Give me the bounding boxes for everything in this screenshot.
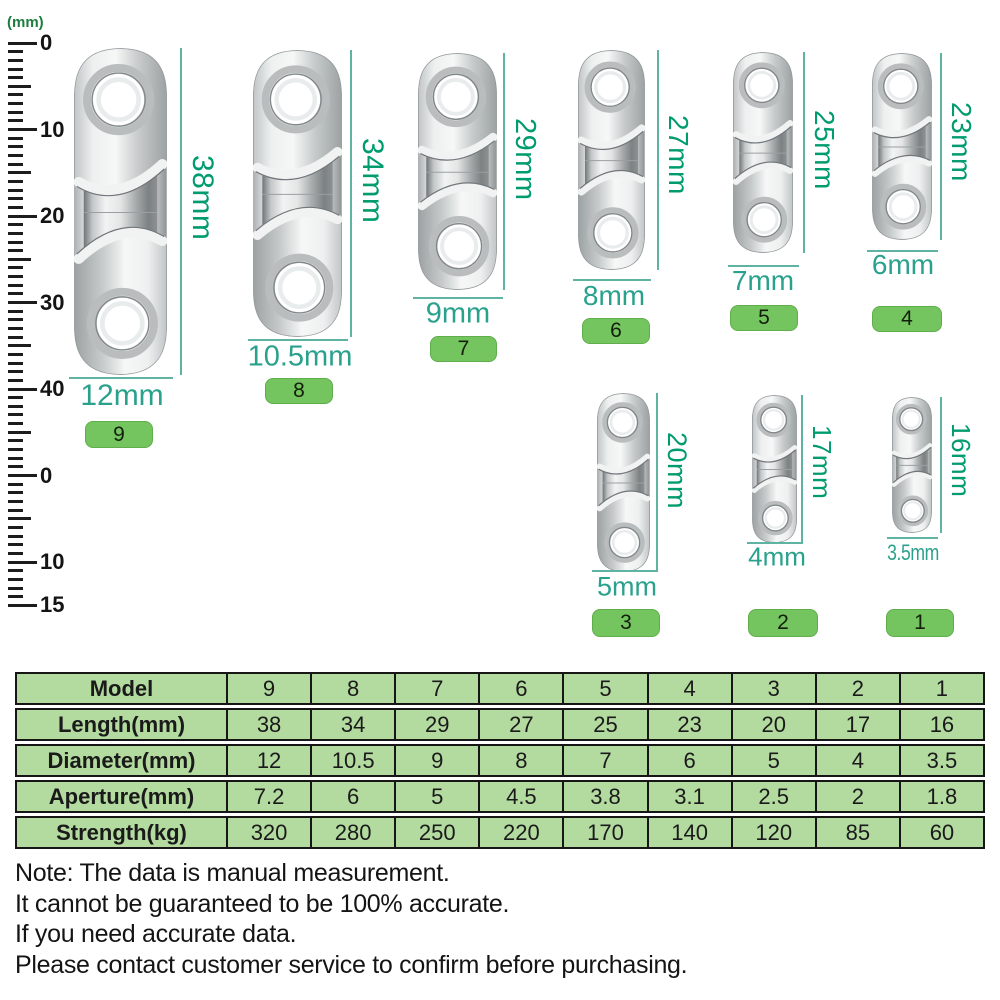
table-cell: 8	[312, 674, 396, 703]
table-cell: 17	[817, 710, 901, 739]
row-header: Aperture(mm)	[17, 782, 228, 811]
ruler-tick	[8, 448, 23, 451]
ruler-tick	[8, 439, 23, 442]
ruler-tick	[8, 275, 23, 278]
table-cell: 2	[817, 782, 901, 811]
ruler-tick	[8, 232, 23, 235]
width-label: 5mm	[597, 571, 657, 602]
table-cell: 8	[480, 746, 564, 775]
ruler-tick	[8, 552, 23, 555]
ruler-tick	[8, 543, 23, 546]
length-label: 23mm	[946, 102, 977, 182]
ruler-tick	[8, 42, 37, 45]
length-label: 34mm	[356, 138, 389, 224]
length-dimension-line	[503, 53, 505, 290]
model-badge: 1	[886, 609, 954, 637]
row-header: Model	[17, 674, 228, 703]
table-cell: 34	[312, 710, 396, 739]
ruler-tick	[8, 206, 23, 209]
swivel-image-model-1	[892, 397, 932, 533]
ruler-tick-label: 20	[40, 203, 65, 228]
ruler-tick-label: 0	[40, 462, 53, 488]
table-cell: 220	[480, 818, 564, 847]
ruler-tick	[8, 145, 23, 148]
ruler-tick	[8, 197, 23, 200]
ruler-tick	[8, 327, 23, 330]
ruler-tick	[8, 128, 37, 131]
table-cell: 250	[396, 818, 480, 847]
length-label: 17mm	[807, 425, 837, 500]
table-cell: 23	[649, 710, 733, 739]
table-cell: 60	[929, 819, 955, 845]
model-badge: 4	[872, 306, 942, 332]
ruler-tick-label: 30	[40, 289, 65, 315]
row-header: Length(mm)	[17, 710, 228, 739]
width-label: 7mm	[731, 265, 795, 296]
swivel-image-model-5	[733, 52, 793, 253]
ruler-tick	[8, 249, 23, 252]
ruler-tick	[8, 362, 23, 365]
note-line: Note: The data is manual measurement.	[15, 859, 450, 887]
table-cell: 7.2	[228, 782, 312, 811]
ruler-tick	[8, 301, 37, 304]
table-cell: 320	[228, 818, 312, 847]
width-dimension-line	[887, 537, 938, 539]
table-cell: 3.5	[926, 747, 958, 773]
table-cell: 20	[733, 710, 817, 739]
table-cell: 7	[396, 674, 480, 703]
table-cell: 120	[733, 818, 817, 847]
swivel-image-model-2	[752, 395, 797, 543]
length-dimension-line	[657, 50, 659, 270]
width-label: 3.5mm	[887, 540, 939, 565]
width-label: 12mm	[80, 379, 164, 412]
ruler-tick	[8, 318, 23, 321]
note-text	[15, 858, 687, 980]
ruler-tick	[8, 396, 23, 399]
row-header: Diameter(mm)	[17, 746, 228, 775]
ruler-tick	[8, 388, 37, 391]
model-badge: 7	[430, 336, 497, 362]
ruler-tick	[8, 465, 23, 468]
ruler-tick	[8, 93, 23, 96]
ruler-tick	[8, 457, 23, 460]
ruler-tick	[8, 50, 23, 53]
swivel-image-model-4	[872, 53, 932, 240]
table-cell: 25	[564, 710, 648, 739]
table-cell: 4.5	[480, 782, 564, 811]
model-badge: 3	[592, 609, 660, 637]
ruler-unit-label: (mm)	[7, 14, 44, 31]
table-cell: 5	[733, 746, 817, 775]
model-badge: 6	[582, 318, 650, 344]
table-cell: 3.1	[649, 782, 733, 811]
length-dimension-line	[801, 395, 803, 543]
length-dimension-line	[803, 52, 805, 253]
spec-table	[15, 672, 985, 852]
table-cell: 2.5	[733, 782, 817, 811]
table-cell: 29	[396, 710, 480, 739]
length-dimension-line	[940, 397, 942, 533]
table-row	[15, 672, 985, 705]
table-cell: 9	[396, 746, 480, 775]
table-cell: 3	[733, 674, 817, 703]
model-badge: 8	[265, 378, 333, 404]
ruler-tick	[8, 413, 23, 416]
ruler-tick	[8, 561, 37, 564]
ruler-tick	[8, 223, 23, 226]
table-cell: 5	[564, 674, 648, 703]
ruler-tick	[8, 180, 23, 183]
ruler-tick	[8, 379, 23, 382]
table-cell: 4	[817, 746, 901, 775]
width-label: 9mm	[425, 297, 491, 330]
ruler-tick	[8, 526, 23, 529]
model-badge: 2	[748, 609, 818, 637]
table-cell: 2	[817, 674, 901, 703]
table-cell: 6	[480, 674, 564, 703]
table-cell: 140	[649, 818, 733, 847]
ruler-tick	[8, 491, 23, 494]
ruler-tick-label: 15	[40, 592, 65, 618]
table-cell: 12	[228, 746, 312, 775]
length-dimension-line	[656, 393, 658, 572]
ruler-tick-label: 10	[40, 116, 65, 142]
table-cell: 6	[649, 746, 733, 775]
ruler-tick	[8, 336, 23, 339]
ruler-tick	[8, 68, 23, 71]
ruler-tick	[8, 578, 23, 581]
table-cell: 9	[228, 674, 312, 703]
width-label: 4mm	[748, 541, 806, 572]
ruler-tick	[8, 509, 23, 512]
length-dimension-line	[180, 48, 182, 375]
ruler-tick	[8, 370, 23, 373]
ruler-tick	[8, 587, 23, 590]
width-label: 8mm	[582, 280, 646, 311]
width-label: 6mm	[871, 249, 935, 280]
note-line: It cannot be guaranteed to be 100% accurate.	[15, 889, 510, 918]
length-dimension-line	[940, 53, 942, 240]
table-cell: 6	[312, 782, 396, 811]
ruler-tick-label: 0	[40, 30, 53, 55]
swivel-image-model-9	[74, 48, 167, 375]
length-label: 29mm	[509, 118, 541, 201]
ruler-tick	[8, 76, 23, 79]
ruler-tick	[8, 422, 23, 425]
ruler-tick	[8, 483, 23, 486]
ruler-tick	[8, 344, 31, 347]
ruler-tick	[8, 119, 23, 122]
table-cell: 1	[935, 675, 949, 701]
length-dimension-line	[350, 50, 352, 337]
ruler-tick	[8, 171, 31, 174]
ruler-tick	[8, 474, 37, 477]
table-row	[15, 708, 985, 741]
note-line: If you need accurate data.	[15, 920, 297, 948]
length-label: 38mm	[186, 155, 219, 241]
ruler-tick-label: 40	[40, 376, 65, 401]
table-cell: 280	[312, 818, 396, 847]
ruler-tick	[8, 85, 31, 88]
ruler-tick	[8, 215, 37, 218]
length-label: 27mm	[663, 115, 694, 195]
swivel-image-model-3	[597, 393, 650, 572]
model-badge: 9	[85, 421, 153, 448]
model-badge: 5	[730, 305, 798, 331]
ruler-tick	[8, 500, 23, 503]
table-cell: 4	[649, 674, 733, 703]
ruler-tick	[8, 102, 23, 105]
table-cell: 7	[564, 746, 648, 775]
length-label: 25mm	[809, 110, 840, 190]
table-cell: 1.8	[926, 783, 958, 809]
ruler-tick	[8, 59, 23, 62]
table-row	[15, 780, 985, 813]
ruler-tick	[8, 604, 37, 607]
ruler-tick	[8, 111, 23, 114]
table-cell: 85	[817, 818, 901, 847]
ruler-tick	[8, 189, 23, 192]
ruler-tick	[8, 137, 23, 140]
note-line: Please contact customer service to confirm before purchasing.	[15, 950, 688, 979]
table-cell: 38	[228, 710, 312, 739]
table-cell: 27	[480, 710, 564, 739]
ruler-tick	[8, 266, 23, 269]
ruler-tick	[8, 310, 23, 313]
table-cell: 5	[396, 782, 480, 811]
ruler-tick	[8, 154, 23, 157]
table-cell: 10.5	[312, 746, 396, 775]
table-cell: 170	[564, 818, 648, 847]
row-header: Strength(kg)	[17, 818, 228, 847]
table-row	[15, 816, 985, 849]
ruler-tick	[8, 517, 31, 520]
ruler-tick	[8, 284, 23, 287]
swivel-image-model-8	[253, 50, 342, 337]
ruler-tick	[8, 163, 23, 166]
ruler-tick	[8, 595, 23, 598]
table-cell: 16	[929, 711, 955, 737]
ruler-tick-label: 10	[40, 549, 65, 574]
ruler-tick	[8, 569, 23, 572]
width-label: 10.5mm	[247, 340, 353, 373]
swivel-image-model-6	[578, 50, 645, 270]
ruler-tick	[8, 292, 23, 295]
table-row	[15, 744, 985, 777]
length-label: 16mm	[946, 423, 976, 498]
ruler-tick	[8, 353, 23, 356]
ruler-tick	[8, 405, 23, 408]
ruler-tick	[8, 241, 23, 244]
swivel-image-model-7	[418, 53, 497, 290]
length-label: 20mm	[662, 432, 692, 510]
ruler-tick	[8, 535, 23, 538]
table-cell: 3.8	[564, 782, 648, 811]
ruler-tick	[8, 258, 31, 261]
ruler-tick	[8, 431, 31, 434]
